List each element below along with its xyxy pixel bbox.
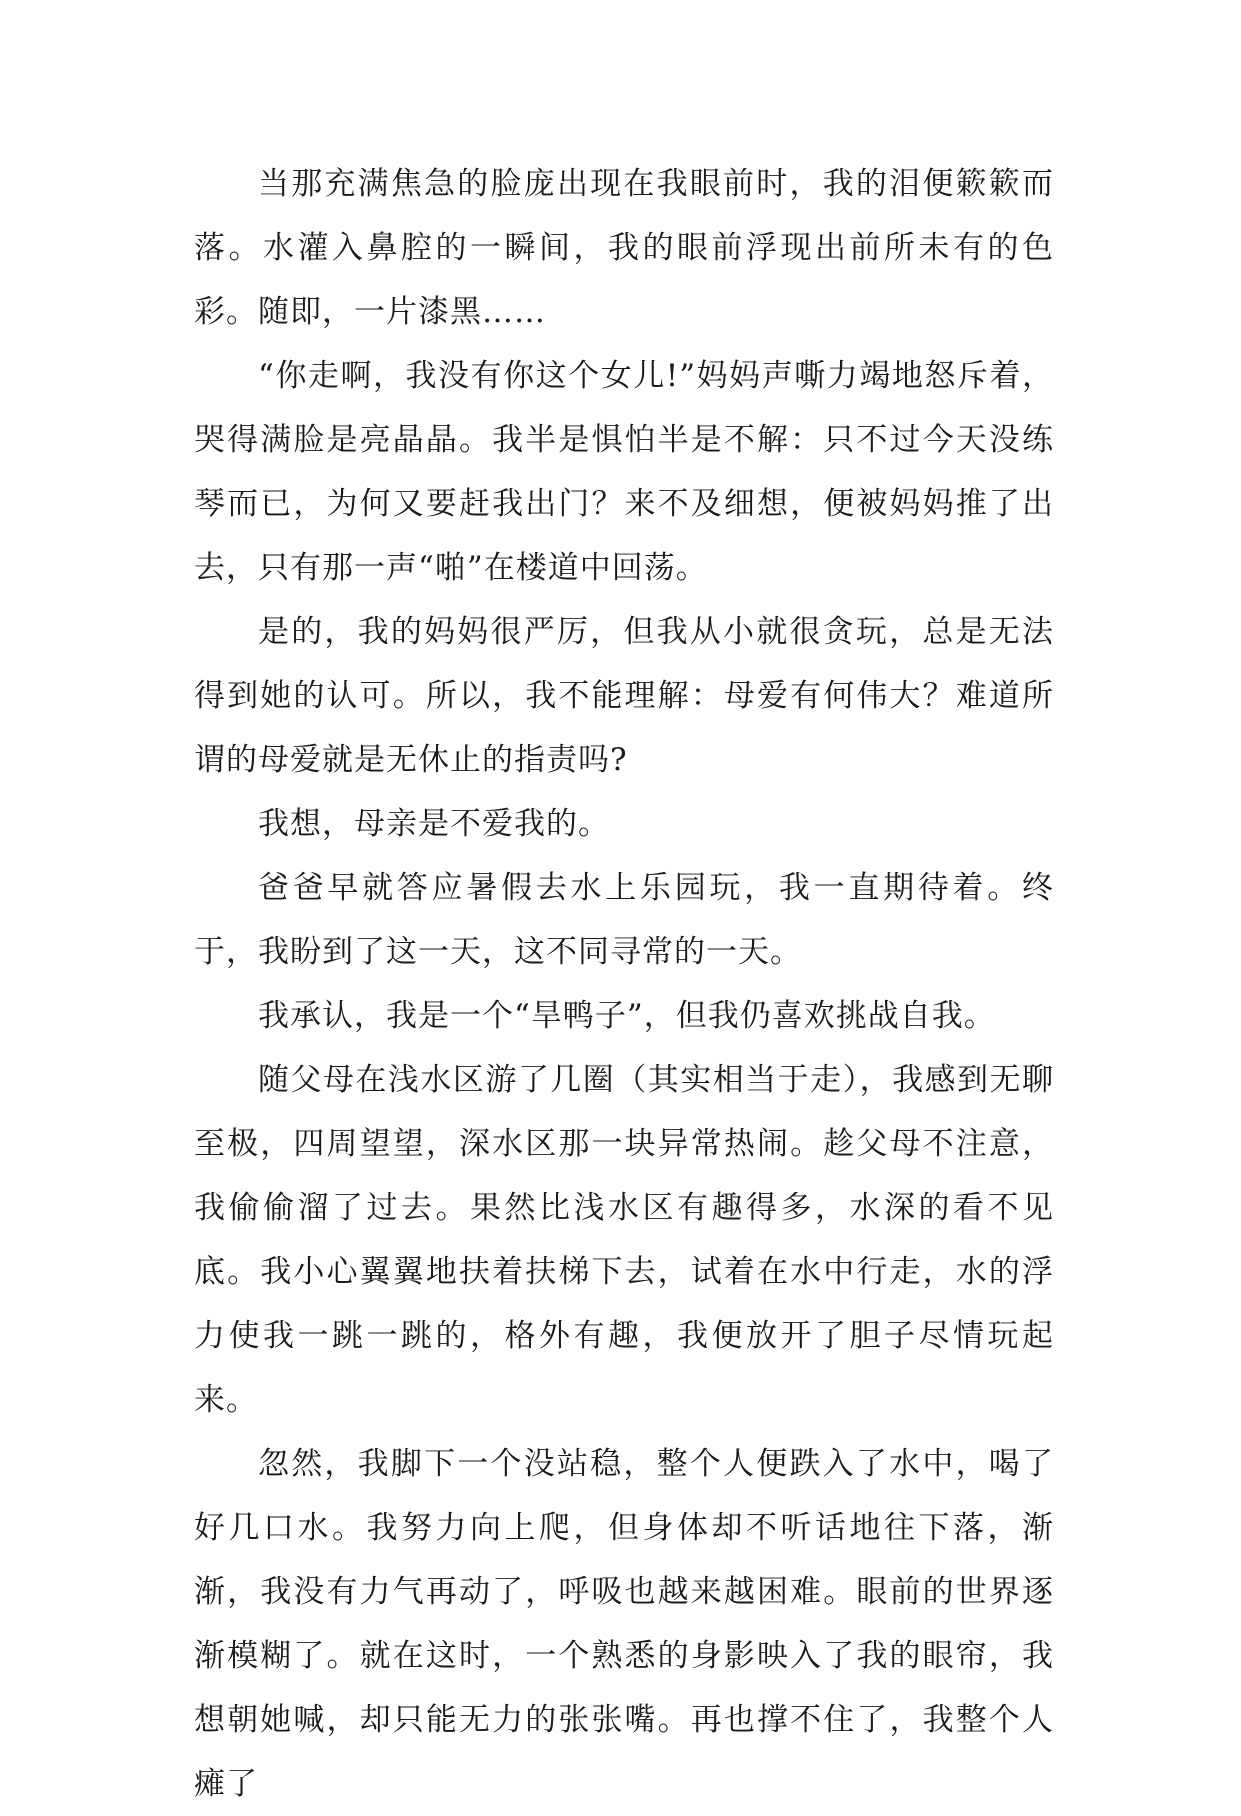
- paragraph: 当那充满焦急的脸庞出现在我眼前时，我的泪便簌簌而落。水灌入鼻腔的一瞬间，我的眼前浮现出前所未有的色彩。随即，一片漆黑……: [194, 166, 1054, 330]
- paragraph: 忽然，我脚下一个没站稳，整个人便跌入了水中，喝了好几口水。我努力向上爬，但身体却不听话地往下落，渐渐，我没有力气再动了，呼吸也越来越困难。眼前的世界逐渐模糊了。就在这时，一个熟悉的身影映入了我的眼帘，我想朝她喊，却只能无力的张张嘴。再也撑不住了，我整个人瘫了: [194, 1446, 1054, 1802]
- paragraph: 爸爸早就答应暑假去水上乐园玩，我一直期待着。终于，我盼到了这一天，这不同寻常的一天。: [194, 870, 1054, 970]
- paragraph: 我承认，我是一个“旱鸭子”，但我仍喜欢挑战自我。: [258, 998, 996, 1034]
- paragraph: 是的，我的妈妈很严厉，但我从小就很贪玩，总是无法得到她的认可。所以，我不能理解：母爱有何伟大？难道所谓的母爱就是无休止的指责吗?: [194, 614, 1054, 778]
- paragraph: 随父母在浅水区游了几圈（其实相当于走），我感到无聊至极，四周望望，深水区那一块异常热闹。趁父母不注意，我偷偷溜了过去。果然比浅水区有趣得多，水深的看不见底。我小心翼翼地扶着扶梯下去，试着在水中行走，水的浮力使我一跳一跳的，格外有趣，我便放开了胆子尽情玩起来。: [194, 1062, 1054, 1418]
- paragraph: “你走啊，我没有你这个女儿!”妈妈声嘶力竭地怒斥着，哭得满脸是亮晶晶。我半是惧怕半是不解：只不过今天没练琴而已，为何又要赶我出门？来不及细想，便被妈妈推了出去，只有那一声“啪”在楼道中回荡。: [194, 358, 1054, 586]
- body-text: [194, 152, 1054, 1816]
- paragraph: 我想，母亲是不爱我的。: [258, 806, 610, 842]
